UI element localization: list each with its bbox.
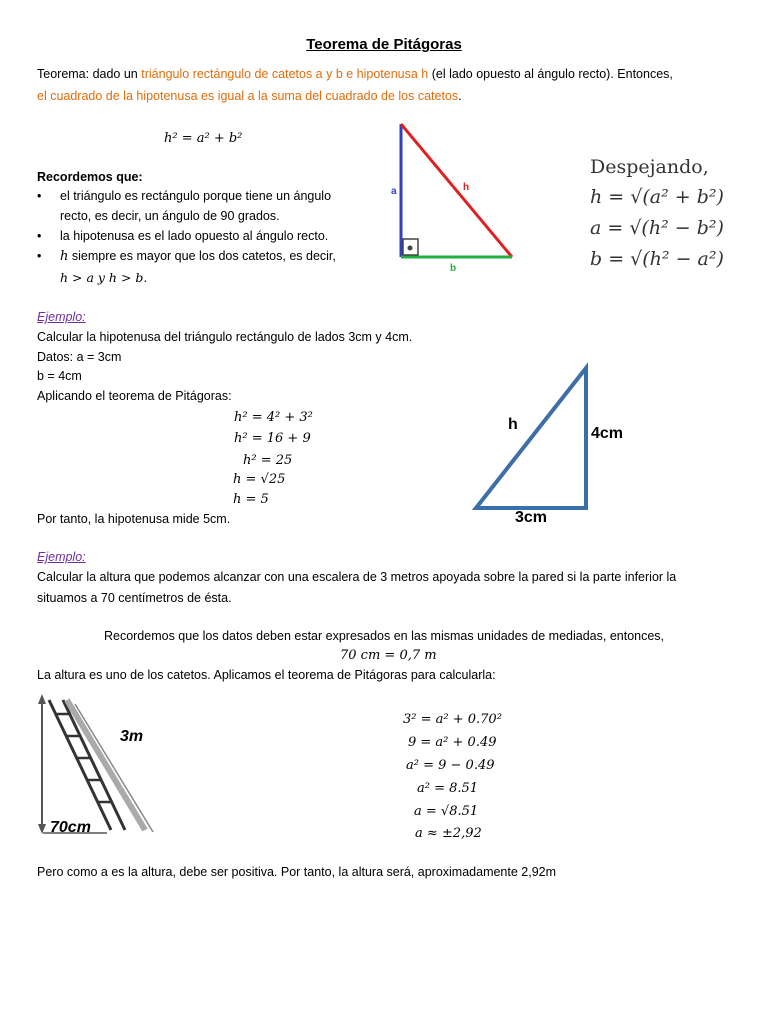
label-b: b <box>450 263 457 274</box>
theorem-end: . <box>458 89 462 103</box>
example-1-datos-a: Datos: a = 3cm <box>37 350 122 364</box>
main-formula: h² = a² + b² <box>164 131 243 146</box>
example-2-step-1: 3² = a² + 0.70² <box>403 712 502 727</box>
example-1-label-h: h <box>508 416 518 433</box>
despejando-line-a: a = √(h² − b²) <box>590 217 724 239</box>
bullet-dot: • <box>37 189 42 203</box>
example-2-conversion: 70 cm = 0,7 m <box>340 648 437 663</box>
length-arrow <box>75 704 153 832</box>
despejando-title: Despejando, <box>590 156 709 178</box>
example-2-step-2: 9 = a² + 0.49 <box>408 735 497 750</box>
arrow-up-icon <box>38 694 46 704</box>
bullet-dot: • <box>37 249 42 263</box>
theorem-line-1 <box>37 67 673 81</box>
label-h: h <box>463 182 470 193</box>
example-2-units-note: Recordemos que los datos deben estar expresados en las mismas unidades de mediadas, entonces, <box>103 629 665 643</box>
hypotenuse-line <box>401 124 512 257</box>
recordemos-heading: Recordemos que: <box>37 170 143 184</box>
example-1-step-1: h² = 4² + 3² <box>234 410 313 425</box>
example-1-step-2: h² = 16 + 9 <box>234 431 311 446</box>
example-2-conclusion: Pero como a es la altura, debe ser positiva. Por tanto, la altura será, aproximadamente 2,92m <box>37 865 557 879</box>
bullet-dot: • <box>37 229 42 243</box>
triangle-diagram <box>385 118 525 278</box>
theorem-highlight-2: el cuadrado de la hipotenusa es igual a la suma del cuadrado de los catetos <box>37 89 459 103</box>
example-1-datos-b: b = 4cm <box>37 369 82 383</box>
ladder-base-label: 70cm <box>50 819 91 836</box>
example-1-triangle <box>470 360 630 530</box>
example-2-step-3: a² = 9 − 0.49 <box>406 758 495 773</box>
ladder-illustration <box>35 690 165 840</box>
despejando-line-b: b = √(h² − a²) <box>590 248 724 270</box>
example-2-step-6: a ≈ ±2,92 <box>415 826 482 841</box>
example-2-altura-note: La altura es uno de los catetos. Aplicamos el teorema de Pitágoras para calcularla: <box>37 668 496 682</box>
theorem-highlight-1: triángulo rectángulo de catetos a y b e hipotenusa h <box>141 67 429 81</box>
despejando-line-h: h = √(a² + b²) <box>590 186 724 208</box>
example-1-label-base: 3cm <box>515 509 548 526</box>
example-2-statement-1: Calcular la altura que podemos alcanzar con una escalera de 3 metros apoyada sobre la pared si la parte inferior la <box>37 570 677 584</box>
example-1-triangle-shape <box>476 368 586 508</box>
example-1-step-5: h = 5 <box>233 492 269 507</box>
theorem-line-2 <box>37 89 462 103</box>
theorem-prefix: Teorema: dado un <box>37 67 142 81</box>
recordemos-item-3-line-2: h > a y h > b. <box>60 270 148 285</box>
page-title: Teorema de Pitágoras <box>306 36 462 53</box>
example-1-label: Ejemplo: <box>37 310 86 324</box>
example-2-step-4: a² = 8.51 <box>417 781 479 796</box>
example-1-statement: Calcular la hipotenusa del triángulo rectángulo de lados 3cm y 4cm. <box>37 330 413 344</box>
example-1-label-side: 4cm <box>591 425 624 442</box>
example-2-label: Ejemplo: <box>37 550 86 564</box>
example-2-step-5: a = √8.51 <box>414 804 479 819</box>
ladder-rail-right <box>63 700 125 830</box>
recordemos-item-3-line-1: h siempre es mayor que los dos catetos, es decir, <box>60 249 336 264</box>
recordemos-item-2-line-1: la hipotenusa es el lado opuesto al ángulo recto. <box>60 229 329 243</box>
ladder-length-label: 3m <box>120 728 144 745</box>
recordemos-item-1-line-2: recto, es decir, un ángulo de 90 grados. <box>60 209 280 223</box>
theorem-middle: (el lado opuesto al ángulo recto). Entonces, <box>428 67 673 81</box>
example-1-step-4: h = √25 <box>233 472 286 487</box>
example-1-step-3: h² = 25 <box>243 453 293 468</box>
recordemos-item-1-line-1: el triángulo es rectángulo porque tiene un ángulo <box>60 189 332 203</box>
example-2-statement-2: situamos a 70 centímetros de ésta. <box>37 591 232 605</box>
example-1-applying: Aplicando el teorema de Pitágoras: <box>37 389 232 403</box>
label-a: a <box>391 186 397 197</box>
example-1-conclusion: Por tanto, la hipotenusa mide 5cm. <box>37 512 231 526</box>
right-angle-dot <box>408 246 413 251</box>
